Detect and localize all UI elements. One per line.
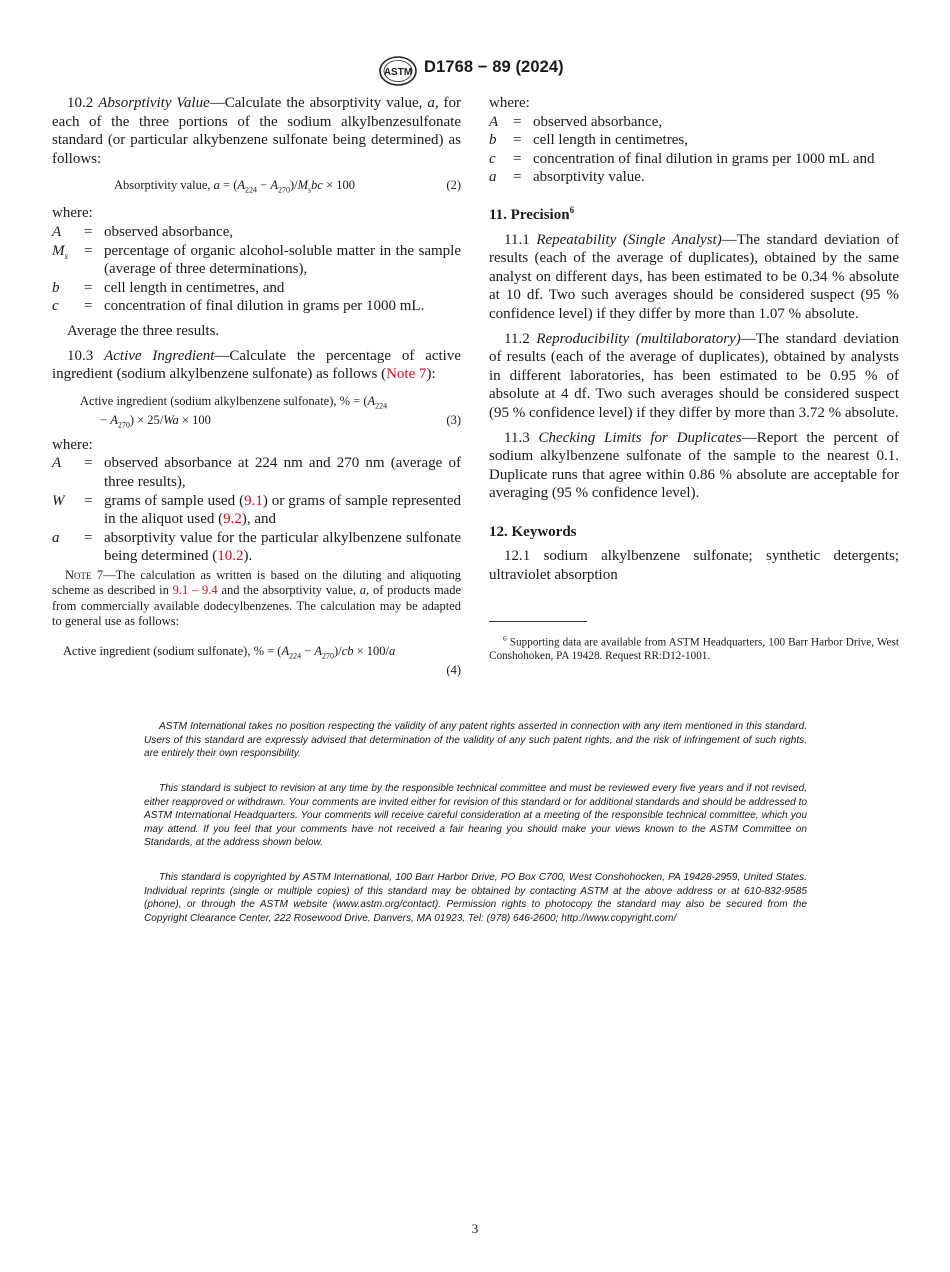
page-number: 3 [471,1221,479,1236]
copyright-notice: This standard is copyrighted by ASTM International, 100 Barr Harbor Drive, PO Box C700, West Conshohocken, PA 19428-2959, United States. Individual reprints (single or multiple copies) of this standard may be obtained by contacting ASTM at the above address or at 610-832-9585 (phone), or through the ASTM website (www.astm.org/contact). Permission rights to photocopy the standard may also be secured from the Copyright Clearance Center, 222 Rosewood Drive, Danvers, MA 01923, Tel: (978) 646-2600; http://www.copyright.com/ [144,872,807,924]
equation-2: Absorptivity value, $a = (A_{224} - A_{270})/M_sbc \times 100$ (2) [114,178,461,195]
equation-3: Active ingredient (sodium alkylbenzene sulfonate), % = ($A_{224}$ − $A_{270}) \times 25/Wa \times 100$ (3) [80,393,461,430]
equation-number: (4) [446,662,461,677]
section-12-1: 12.1 sodium alkylbenzene sulfonate; synthetic detergents; ultraviolet absorption [489,548,900,584]
astm-logo [379,56,417,86]
section-11-heading: 11. Precision$^6$ [489,204,575,223]
section-11-3: 11.3 Checking Limits for Duplicates—Report the percent of sodium alkylbenzene sulfonate of the sample to the nearest 0.1. Duplicate runs that agree within 0.86 % absolute are acceptable for averaging (95 % confidence level). [489,429,900,502]
right-column [489,94,899,663]
definition-row: $M_s$ = percentage of organic alcohol-soluble matter in the sample (average of three determinations), [52,242,461,278]
definition-row: c = concentration of final dilution in grams per 1000 mL. [52,298,425,315]
left-column [52,94,461,680]
definition-row: W = grams of sample used (9.1) or grams of sample represented in the aliquot used (9.2), and [52,492,461,528]
note-7-link[interactable]: Note 7 [386,366,427,383]
document-designation: D1768 − 89 (2024) [424,58,564,76]
section-11-2: 11.2 Reproducibility (multilaboratory)—The standard deviation of results (each of the average of duplicates), obtained by analysts in different laboratories, has been estimated to be 0.95 % of absolute at 4 df. Two such averages should be considered suspect (95 % confidence level) if they differ by more than 3.72 % absolute. [489,330,900,421]
definition-row: a = absorptivity value. [489,169,645,186]
equation-4: Active ingredient (sodium sulfonate), % = $(A_{224} - A_{270})/cb \times 100/a$ (4) [52,642,461,680]
section-12-heading: 12. Keywords [489,523,577,540]
definition-row: A = observed absorbance at 224 nm and 270 nm (average of three results), [52,455,461,490]
section-10-3: 10.3 Active Ingredient—Calculate the percentage of active ingredient (sodium alkylbenzene sulfonate) as follows (Note 7): [52,347,462,383]
definition-row: a = absorptivity value for the particular alkylbenzene sulfonate being determined (10.2). [52,529,461,565]
definition-row: A = observed absorbance, [52,223,234,240]
definition-row: b = cell length in centimetres, [489,132,688,149]
where-label: where: [52,436,93,453]
ref-9-1-9-4-link[interactable]: 9.1 – 9.4 [172,583,218,598]
definition-row: A = observed absorbance, [489,113,663,130]
definitions-list-1 [52,223,461,316]
definitions-list-2 [52,454,461,566]
footnote-divider [489,621,587,622]
ref-10-2-link[interactable]: 10.2 [217,548,244,565]
equation-number: (2) [446,178,461,193]
section-10-2: 10.2 Absorptivity Value—Calculate the absorptivity value, a, for each of the three portions of the sodium alkylbenzesulfonate standard (or particular alkybenzene sulfonate being determined) as follows: [52,95,461,167]
definition-row: c = concentration of final dilution in grams per 1000 mL and [489,150,875,167]
definition-row: b = cell length in centimetres, and [52,279,285,296]
page-header [0,56,950,82]
average-instruction: Average the three results. [67,322,220,339]
logo-text: ASTM [383,67,413,78]
note-7: Note 7—The calculation as written is based on the diluting and aliquoting scheme as described in 9.1 – 9.4 and the absorptivity value, a, of products made from commercially available dodecylbenzenes. The calculation may be adapted to general use as follows: [52,567,462,629]
footnote-6: $^6$ Supporting data are available from ASTM Headquarters, 100 Barr Harbor Drive, West Conshohoken, PA 19428. Request RR:D12-1001. [489,633,899,663]
where-label: where: [52,205,93,222]
section-11-1: 11.1 Repeatability (Single Analyst)—The standard deviation of results (each of the average of duplicates), obtained by the same analyst on different days, has been estimated to be 0.34 % absolute at 10 df. Two such averages should be considered suspect (95 % confidence level) if they differ by more than 1.07 % absolute. [489,231,899,322]
ref-9-1-link[interactable]: 9.1 [244,492,263,509]
where-label: where: [489,95,530,111]
patent-notice: ASTM International takes no position respecting the validity of any patent rights asserted in connection with any item mentioned in this standard. Users of this standard are expressly advised that determination of the validity of any such patent rights, and the risk of infringement of such rights, are entirely their own responsibility. [144,721,807,760]
revision-notice: This standard is subject to revision at any time by the responsible technical committee and must be reviewed every five years and if not revised, either reapproved or withdrawn. Your comments are invited either for revision of this standard or for additional standards and should be addressed to ASTM International Headquarters. Your comments will receive careful consideration at a meeting of the responsible technical committee, which you may attend. If you feel that your comments have not received a fair hearing you should make your views known to the ASTM Committee on Standards, at the address shown below. [144,783,808,849]
definitions-list-3 [489,113,899,187]
ref-9-2-link[interactable]: 9.2 [223,511,242,528]
equation-number: (3) [446,412,461,427]
